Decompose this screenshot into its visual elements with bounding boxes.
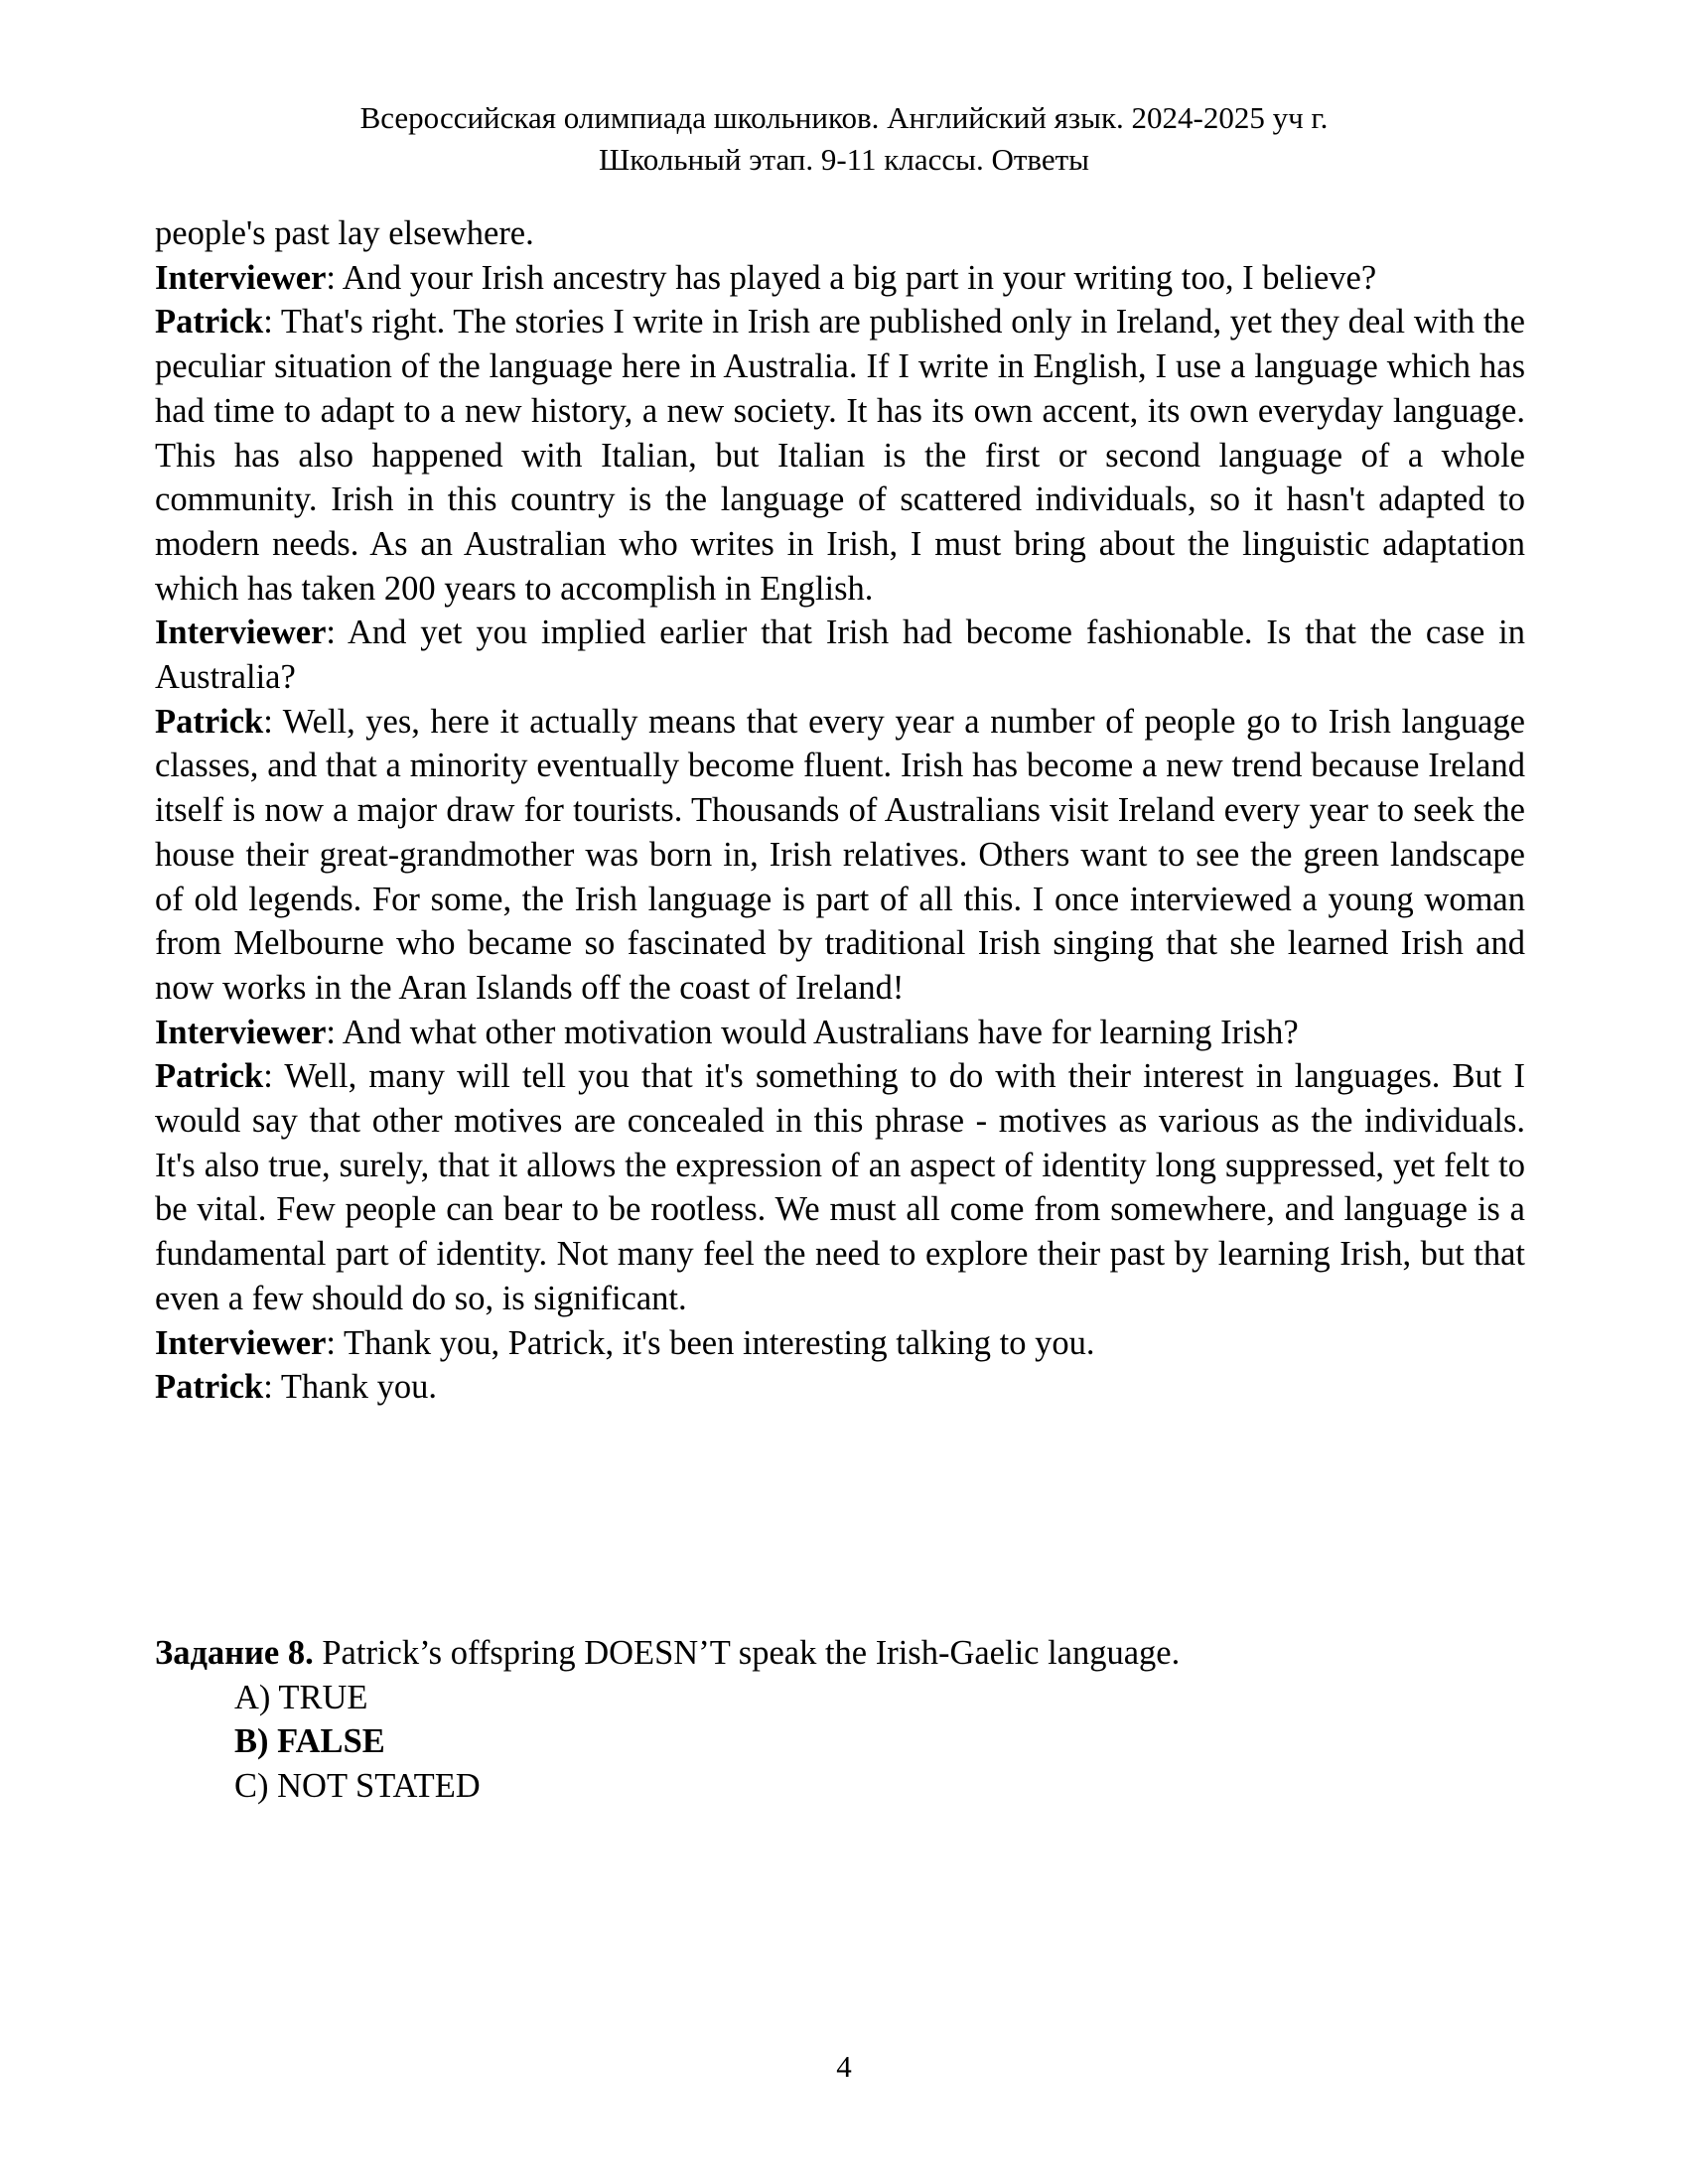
speaker-name: Patrick bbox=[155, 303, 264, 341]
paragraph-text: And your Irish ancestry has played a big part in your writing too, I believe? bbox=[336, 258, 1377, 297]
speaker-separator: : bbox=[326, 1013, 337, 1051]
speaker-name: Patrick bbox=[155, 702, 264, 741]
answer-options bbox=[234, 1676, 1525, 1809]
transcript-paragraph bbox=[155, 256, 1525, 301]
speaker-separator: : bbox=[263, 1057, 273, 1096]
header-line-1: Всероссийская олимпиада школьников. Английский язык. 2024-2025 уч г. bbox=[359, 100, 1329, 135]
answer-option: C) NOT STATED bbox=[234, 1767, 481, 1806]
speaker-name: Interviewer bbox=[155, 1013, 327, 1051]
speaker-name: Interviewer bbox=[155, 258, 327, 297]
paragraph-text: Well, many will tell you that it's something to do with their interest in languages. But I would say that other motives are concealed in this phrase - motives as various as the individuals. It's also true, surely, that it allows the expression of an aspect of identity long suppressed, yet felt to be vital. Few people can bear to be rootless. We must all come from somewhere, and language is a fundamental part of identity. Not many feel the need to explore their past by learning Irish, but that even a few should do so, is significant. bbox=[155, 1057, 1525, 1317]
task-8 bbox=[155, 1631, 1525, 1809]
transcript-paragraph bbox=[155, 1365, 1525, 1410]
answer-option: B) FALSE bbox=[234, 1722, 385, 1761]
page-header bbox=[0, 97, 1688, 181]
transcript-paragraph bbox=[155, 611, 1525, 699]
page-number: 4 bbox=[836, 2049, 852, 2084]
speaker-name: Interviewer bbox=[155, 614, 327, 652]
transcript-paragraph bbox=[155, 1321, 1525, 1366]
transcript-paragraph bbox=[155, 211, 1525, 256]
paragraph-text: And what other motivation would Australians have for learning Irish? bbox=[336, 1013, 1299, 1051]
transcript-paragraph bbox=[155, 1011, 1525, 1055]
speaker-name: Interviewer bbox=[155, 1323, 327, 1362]
speaker-separator: : bbox=[326, 614, 337, 652]
transcript-paragraph bbox=[155, 1054, 1525, 1320]
paragraph-text: people's past lay elsewhere. bbox=[155, 214, 534, 252]
speaker-name: Patrick bbox=[155, 1057, 264, 1096]
interview-transcript bbox=[155, 211, 1525, 1410]
speaker-separator: : bbox=[263, 303, 273, 341]
speaker-separator: : bbox=[263, 702, 273, 741]
paragraph-text: Thank you. bbox=[272, 1368, 437, 1407]
task-question-text: Patrick’s offspring DOESN’T speak the Irish-Gaelic language. bbox=[313, 1634, 1181, 1672]
transcript-paragraph bbox=[155, 300, 1525, 611]
speaker-separator: : bbox=[326, 258, 337, 297]
transcript-paragraph bbox=[155, 700, 1525, 1011]
speaker-separator: : bbox=[326, 1323, 337, 1362]
task-question bbox=[155, 1631, 1525, 1676]
paragraph-text: Well, yes, here it actually means that every year a number of people go to Irish language classes, and that a minority eventually become fluent. Irish has become a new trend because Ireland itself is now a major draw for tourists. Thousands of Australians visit Ireland every year to seek the house their great-grandmother was born in, Irish relatives. Others want to see the green landscape of old legends. For some, the Irish language is part of all this. I once interviewed a young woman from Melbourne who became so fascinated by traditional Irish singing that she learned Irish and now works in the Aran Islands off the coast of Ireland! bbox=[155, 702, 1525, 1007]
paragraph-text: And yet you implied earlier that Irish had become fashionable. Is that the case in Australia? bbox=[155, 614, 1525, 697]
answer-option: A) TRUE bbox=[234, 1678, 368, 1716]
speaker-name: Patrick bbox=[155, 1368, 264, 1407]
speaker-separator: : bbox=[263, 1368, 273, 1407]
header-line-2: Школьный этап. 9-11 классы. Ответы bbox=[599, 142, 1089, 177]
task-label: Задание 8. bbox=[155, 1634, 314, 1672]
paragraph-text: That's right. The stories I write in Irish are published only in Ireland, yet they deal with the peculiar situation of the language here in Australia. If I write in English, I use a language which has had time to adapt to a new history, a new society. It has its own accent, its own everyday language. This has also happened with Italian, but Italian is the first or second language of a whole community. Irish in this country is the language of scattered individuals, so it hasn't adapted to modern needs. As an Australian who writes in Irish, I must bring about the linguistic adaptation which has taken 200 years to accomplish in English. bbox=[155, 303, 1525, 608]
paragraph-text: Thank you, Patrick, it's been interesting talking to you. bbox=[336, 1323, 1095, 1362]
